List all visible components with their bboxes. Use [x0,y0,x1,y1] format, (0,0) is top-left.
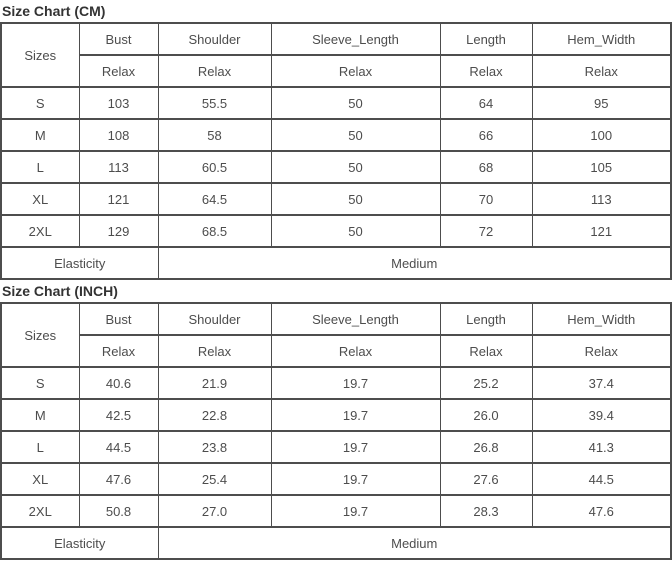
fit-cell: Relax [271,335,440,367]
column-header-shoulder: Shoulder [158,23,271,55]
size-chart-inch-title: Size Chart (INCH) [2,283,118,299]
value-cell: 26.0 [440,399,532,431]
header-row [1,23,671,55]
sizes-header: Sizes [1,23,79,87]
size-cell: XL [1,183,79,215]
value-cell: 113 [532,183,671,215]
value-cell: 121 [79,183,158,215]
value-cell: 72 [440,215,532,247]
value-cell: 121 [532,215,671,247]
size-cell: S [1,87,79,119]
table-row-2xl [1,495,671,527]
header-row [1,303,671,335]
value-cell: 23.8 [158,431,271,463]
value-cell: 40.6 [79,367,158,399]
size-chart-cm-title: Size Chart (CM) [2,3,106,19]
table-row-s [1,87,671,119]
value-cell: 100 [532,119,671,151]
fit-cell: Relax [79,335,158,367]
elasticity-value: Medium [158,527,671,559]
value-cell: 47.6 [79,463,158,495]
value-cell: 129 [79,215,158,247]
column-header-hem-width: Hem_Width [532,303,671,335]
fit-cell: Relax [158,335,271,367]
value-cell: 44.5 [79,431,158,463]
column-header-bust: Bust [79,303,158,335]
value-cell: 41.3 [532,431,671,463]
value-cell: 27.0 [158,495,271,527]
size-cell: L [1,431,79,463]
column-header-shoulder: Shoulder [158,303,271,335]
elasticity-label: Elasticity [1,247,158,279]
size-cell: S [1,367,79,399]
value-cell: 103 [79,87,158,119]
value-cell: 58 [158,119,271,151]
size-cell: 2XL [1,215,79,247]
value-cell: 64.5 [158,183,271,215]
fit-cell: Relax [158,55,271,87]
column-header-bust: Bust [79,23,158,55]
column-header-length: Length [440,303,532,335]
size-chart-cm-table [0,22,672,280]
table-row-s [1,367,671,399]
value-cell: 25.4 [158,463,271,495]
column-header-hem-width: Hem_Width [532,23,671,55]
value-cell: 44.5 [532,463,671,495]
value-cell: 55.5 [158,87,271,119]
value-cell: 39.4 [532,399,671,431]
value-cell: 25.2 [440,367,532,399]
size-cell: 2XL [1,495,79,527]
column-header-length: Length [440,23,532,55]
column-header-sleeve-length: Sleeve_Length [271,23,440,55]
table-row-l [1,431,671,463]
value-cell: 113 [79,151,158,183]
value-cell: 50 [271,183,440,215]
value-cell: 66 [440,119,532,151]
fit-cell: Relax [440,55,532,87]
value-cell: 50 [271,151,440,183]
size-cell: M [1,399,79,431]
fit-row [1,55,671,87]
sizes-header: Sizes [1,303,79,367]
elasticity-row [1,247,671,279]
value-cell: 47.6 [532,495,671,527]
value-cell: 42.5 [79,399,158,431]
value-cell: 19.7 [271,463,440,495]
value-cell: 68.5 [158,215,271,247]
table-row-2xl [1,215,671,247]
value-cell: 27.6 [440,463,532,495]
fit-cell: Relax [79,55,158,87]
size-chart-inch-table [0,302,672,560]
fit-cell: Relax [271,55,440,87]
table-row-xl [1,183,671,215]
table-row-xl [1,463,671,495]
elasticity-row [1,527,671,559]
size-cell: M [1,119,79,151]
value-cell: 50.8 [79,495,158,527]
fit-cell: Relax [532,335,671,367]
value-cell: 95 [532,87,671,119]
value-cell: 60.5 [158,151,271,183]
table-row-l [1,151,671,183]
column-header-sleeve-length: Sleeve_Length [271,303,440,335]
elasticity-value: Medium [158,247,671,279]
fit-cell: Relax [440,335,532,367]
table-row-m [1,399,671,431]
value-cell: 50 [271,119,440,151]
value-cell: 22.8 [158,399,271,431]
value-cell: 70 [440,183,532,215]
size-cell: XL [1,463,79,495]
value-cell: 50 [271,87,440,119]
value-cell: 105 [532,151,671,183]
value-cell: 19.7 [271,367,440,399]
size-cell: L [1,151,79,183]
value-cell: 19.7 [271,399,440,431]
fit-row [1,335,671,367]
value-cell: 108 [79,119,158,151]
table-row-m [1,119,671,151]
fit-cell: Relax [532,55,671,87]
value-cell: 50 [271,215,440,247]
value-cell: 19.7 [271,431,440,463]
value-cell: 26.8 [440,431,532,463]
value-cell: 21.9 [158,367,271,399]
elasticity-label: Elasticity [1,527,158,559]
value-cell: 19.7 [271,495,440,527]
value-cell: 68 [440,151,532,183]
value-cell: 28.3 [440,495,532,527]
value-cell: 37.4 [532,367,671,399]
value-cell: 64 [440,87,532,119]
